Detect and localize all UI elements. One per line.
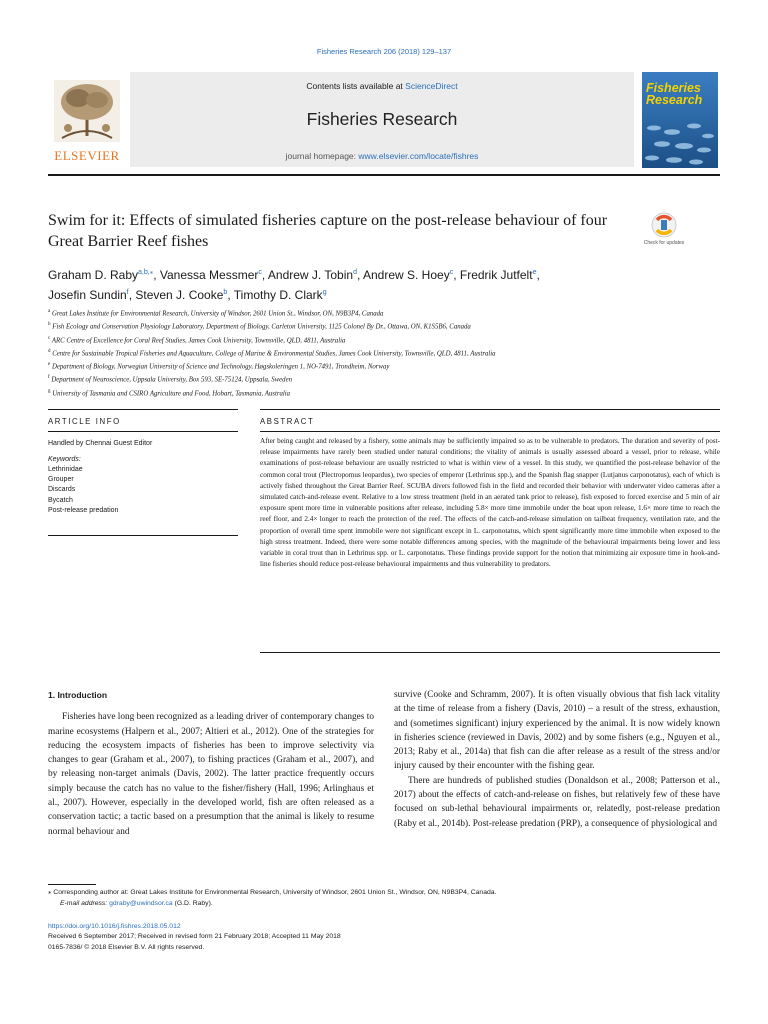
email-link[interactable]: gdraby@uwindsor.ca (109, 899, 173, 907)
email-suffix: (G.D. Raby). (172, 899, 213, 907)
affiliation: $^a$ Great Lakes Institute for Environmental Research, University of Windsor, 2601 Union St., Windsor, ON, N9B3P4, Canada (48, 309, 384, 318)
homepage-prefix: journal homepage: (285, 151, 359, 161)
abstract-text: After being caught and released by a fishery, some animals may be sufficiently impaired so as to be vulnerable to predators. The duration and severity of post-release impairments have rarely been studied under natural conditions; the vitality of animals is usually assessed aboard a vessel, prior to release, while examinations of post-release behaviour are usually restricted to what is within view of a vessel. In this study, we quantified the post-release behavior of the common coral trout (Plectropomus leopardus), two species of emperor (Lethrinus spp.), and the Spanish flag snapper (Lutjanus carponotatus), each of which is actively fished throughout the Great Barrier Reef. SCUBA divers followed fish in the field and recorded their behavior with underwater video cameras after a simulated catch-and-release event. Relative to a low stress treatment (held in an aerated tank prior to release), fish exposed to forced exercise and 5 min of air exposure spent more time in vulnerable positions after release, including 5.8× more time immobile under the boat upon release, 1.6× more time to reach the reef floor, and 2.4× longer to reach the protection of the reef. The effects of the catch-and-release simulation on tailbeat frequency, ventilation rate, and the proportion of overall time spent immobile were not significant except in L. carponotatus, which spent significantly more time immobile when exposed to the high stress treatment. Indeed, there were some notable differences among species, with the magnitude of the behavioural impairments being lower and less variable in coral trout than in Lethrinus spp. or L. carponotatus. These findings provide support for the notion that minimizing air exposure time in hook-and-line fisheries should reduce post-release behavioural impairments and thus vulnerability to predators. (260, 437, 720, 569)
keyword: Discards (48, 486, 76, 494)
keyword: Lethrinidae (48, 466, 83, 473)
doi-link[interactable]: https://doi.org/10.1016/j.fishres.2018.05.012 (48, 923, 181, 930)
journal-reference[interactable]: Fisheries Research 206 (2018) 129–137 (316, 47, 452, 56)
author-list: Graham D. Raby$^{a,b,⁎}$, Vanessa Messmer$^c$, Andrew J. Tobin$^d$, Andrew S. Hoey$^c$, Fredrik Jutfelt$^e$, Josefin Sundin$^f$, Steven J. Cooke$^b$, Timothy D. Clark$^g$ (48, 268, 540, 302)
keywords-list (48, 465, 118, 516)
body-column-right (394, 688, 720, 831)
cover-title: Fisheries Research (646, 81, 703, 107)
keywords-heading: Keywords: (48, 456, 81, 463)
author[interactable]: Andrew J. Tobin$^d$ (267, 268, 357, 282)
journal-homepage-link[interactable]: www.elsevier.com/locate/fishres (358, 151, 479, 161)
journal-title: Fisheries Research (306, 109, 458, 129)
sciencedirect-link[interactable]: ScienceDirect (405, 81, 458, 91)
affiliation: $^c$ ARC Centre of Excellence for Coral Reef Studies, James Cook University, Townsville, QLD, 4811, Australia (48, 335, 346, 344)
body-paragraph: survive (Cooke and Schramm, 2007). It is often visually obvious that fish lack vitality at the time of release from a fishery (Davis, 2010) – a result of the stress, exhaustion, and (sometimes significant) injury experienced by the animal. It is now widely known in fisheries science (reviewed in Davis, 2002) and by some fishers (e.g., Nguyen et al., 2013; Raby et al., 2014a) that fish can die after release as a result of the stress and/or injury caused by their encounter with the fishing gear. (394, 690, 720, 772)
email-note (48, 899, 728, 910)
article-info-heading-rule (48, 431, 238, 432)
check-for-updates-label[interactable]: Check for updates (643, 240, 685, 246)
publication-info (48, 922, 728, 953)
author[interactable]: Graham D. Raby$^{a,b,⁎}$ (48, 268, 154, 282)
author[interactable]: Steven J. Cooke$^b$ (135, 288, 228, 302)
author[interactable]: Timothy D. Clark$^g$ (233, 288, 327, 302)
author[interactable]: Josefin Sundin$^f$ (48, 288, 129, 302)
journal-cover-thumbnail[interactable] (642, 72, 718, 168)
elsevier-wordmark: ELSEVIER (54, 148, 120, 163)
handled-by-editor: Handled by Chennai Guest Editor (48, 440, 153, 447)
author[interactable]: Andrew S. Hoey$^c$ (362, 268, 454, 282)
affiliation-list (48, 306, 728, 399)
author[interactable]: Fredrik Jutfelt$^e$ (459, 268, 537, 282)
author[interactable]: Vanessa Messmer$^c$ (159, 268, 262, 282)
abstract-heading: ABSTRACT (260, 417, 315, 426)
journal-homepage-line (130, 151, 634, 161)
keyword: Grouper (48, 476, 74, 484)
introduction-heading: 1. Introduction (48, 690, 108, 700)
header-divider (48, 174, 720, 176)
cover-fish-school-image (642, 118, 718, 168)
article-info-heading: ARTICLE INFO (48, 417, 121, 426)
corresponding-author-note: ⁎ Corresponding author at: Great Lakes Institute for Environmental Research, University of Windsor, 2601 Union St., Windsor, ON, N9B3P4, Canada. (48, 889, 497, 896)
article-title: Swim for it: Effects of simulated fisheries capture on the post-release behaviour of four Great Barrier Reef fishes (48, 212, 608, 250)
keyword: Post-release predation (48, 506, 119, 514)
received-dates: Received 6 September 2017; Received in revised form 21 February 2018; Accepted 11 May 2018 (48, 933, 341, 941)
footnotes (48, 888, 728, 910)
article-info-top-rule (48, 409, 238, 410)
affiliation: $^d$ Centre for Sustainable Tropical Fisheries and Aquaculture, College of Marine & Environmental Studies, James Cook University, Townsville, QLD, 4811, Australia (48, 348, 496, 358)
abstract-bottom-rule (260, 652, 720, 653)
affiliation: $^e$ Department of Biology, Norwegian University of Science and Technology, Høgskoleringen 1, NO-7491, Trondheim, Norway (48, 362, 390, 371)
affiliation: $^b$ Fish Ecology and Conservation Physiology Laboratory, Department of Biology, Carleton University, 1125 Colonel By Dr., Ottawa, ON, K1S5B6, Canada (48, 322, 471, 331)
contents-prefix: Contents lists available at (306, 81, 406, 91)
body-column-left (48, 688, 374, 839)
keyword: Bycatch (48, 496, 73, 504)
abstract-top-rule (260, 409, 720, 410)
check-for-updates-icon[interactable] (646, 211, 682, 267)
abstract-heading-rule (260, 431, 720, 432)
footnote-divider (48, 884, 96, 885)
body-paragraph: Fisheries have long been recognized as a leading driver of contemporary changes to marine ecosystems (Halpern et al., 2007; Altieri et al., 2012). One of the strategies for reducing the ecosystem impacts of fisheries has been to improve selectivity via changes to gear (Graham et al., 2007), to fishing practices (Graham et al., 2007), and by releasing non-target animals (Davis, 2002). The latter practice frequently occurs simply because the catch has no value to the fisher/fishery (Hall, 1996; Arlinghaus et al., 2007). However, especially in the developed world, fish are often released as a conservation tactic; a tactic based on a presumption that the animal is likely to resume normal behaviour and (48, 712, 374, 837)
contents-availability-line (130, 81, 634, 91)
email-label: E-mail address: (60, 899, 110, 907)
article-info-bottom-rule (48, 535, 238, 536)
copyright-line: 0165-7836/ © 2018 Elsevier B.V. All rights reserved. (48, 943, 205, 951)
affiliation: $^g$ University of Tasmania and CSIRO Agriculture and Food, Hobart, Tasmania, Australia (48, 388, 291, 397)
affiliation: $^f$ Department of Neuroscience, Uppsala University, Box 593, SE-75124, Uppsala, Sweden (48, 375, 292, 384)
body-paragraph: There are hundreds of published studies (Donaldson et al., 2008; Patterson et al., 2017) about the effects of catch-and-release on fishes, but relatively few of these have focused on sub-lethal behavioural impairments or, relatedly, post-release predation (Raby et al., 2014b). Post-release predation (PRP), a consequence of physiological and (394, 775, 720, 829)
